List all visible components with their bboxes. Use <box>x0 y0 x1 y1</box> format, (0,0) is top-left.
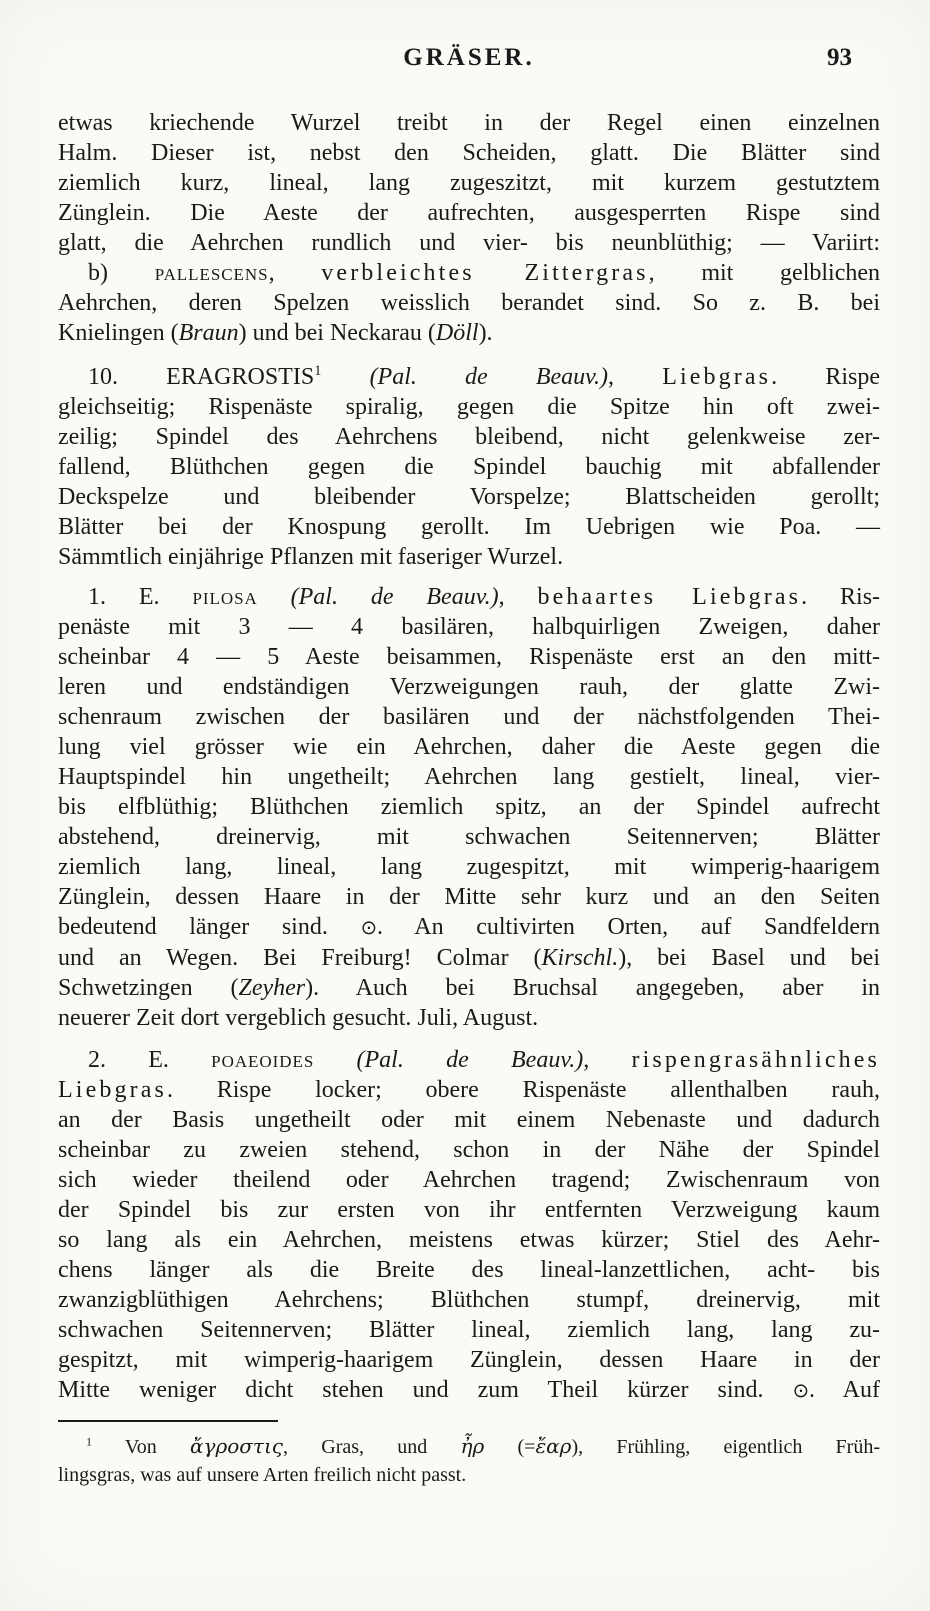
text-line <box>58 452 880 482</box>
text-segment: . Auf <box>808 1377 880 1403</box>
spaced-emphasis: behaartes Liebgras <box>537 584 802 610</box>
text-line <box>58 228 880 258</box>
text-segment: ) und bei Neckarau ( <box>238 320 436 346</box>
text-segment: Zünglein, dessen Haare in der Mitte sehr kurz und an den Seiten <box>58 884 880 910</box>
text-segment: Sämmtlich einjährige Pflanzen mit faseriger Wurzel. <box>58 544 564 570</box>
text-segment: zeilig; Spindel des Aehrchens bleibend, nicht gelenkweise zer- <box>58 424 880 450</box>
text-segment: Aehrchen, deren Spelzen weisslich berandet sind. So z. B. bei <box>58 290 880 316</box>
text-segment: Hauptspindel hin ungetheilt; Aehrchen lang gestielt, lineal, vier- <box>58 764 880 790</box>
text-line <box>58 1165 880 1195</box>
text-line <box>58 1375 880 1406</box>
text-line <box>58 732 880 762</box>
text-line <box>58 1135 880 1165</box>
text-segment: bis elfblüthig; Blüthchen ziemlich spitz, an der Spindel aufrecht <box>58 794 880 820</box>
text-line <box>58 258 880 288</box>
text-line <box>58 672 880 702</box>
text-segment: Mitte weniger dicht stehen und zum Theil kürzer sind. <box>58 1377 793 1403</box>
text-line <box>58 912 880 943</box>
italic-name: Zeyher <box>238 975 306 1001</box>
text-line <box>58 642 880 672</box>
greek-word: ἔαρ <box>535 1434 572 1458</box>
text-segment: an der Basis ungetheilt oder mit einem Nebenaste und dadurch <box>58 1107 880 1133</box>
text-segment: bedeutend länger sind. <box>58 914 361 940</box>
text-segment: so lang als ein Aehrchen, meistens etwas kürzer; Stiel des Aehr- <box>58 1227 880 1253</box>
text-segment: schwachen Seitennerven; Blätter lineal, ziemlich lang, lang zu- <box>58 1317 880 1343</box>
text-segment: 1. E. <box>88 584 193 610</box>
text-line <box>58 582 880 612</box>
text-segment: ), Frühling, eigentlich Früh- <box>571 1436 881 1458</box>
spaced-emphasis: rispengrasähnliches <box>631 1047 881 1073</box>
spaced-emphasis: verbleichtes Zittergras <box>321 260 649 286</box>
footnote-marker: 1 <box>86 1434 92 1449</box>
text-segment: Deckspelze und bleibender Vorspelze; Blattscheiden gerollt; <box>58 484 880 510</box>
text-segment: . Rispe locker; obere Rispenäste allenthalben rauh, <box>166 1077 880 1103</box>
text-line <box>58 422 880 452</box>
text-segment: etwas kriechende Wurzel treibt in der Regel einen einzelnen <box>58 110 880 136</box>
italic-name: (Pal. de Beauv.) <box>369 364 609 390</box>
spaced-emphasis: Liebgras <box>58 1077 167 1103</box>
italic-name: (Pal. de Beauv.) <box>356 1047 584 1073</box>
text-line <box>58 1003 880 1033</box>
text-segment: glatt, die Aehrchen rundlich und vier- bis neunblüthig; — Variirt: <box>58 230 880 256</box>
text-segment: (= <box>484 1436 536 1458</box>
text-segment: abstehend, dreinervig, mit schwachen Seitennerven; Blätter <box>58 824 880 850</box>
text-segment: b) <box>88 260 155 286</box>
text-line <box>58 198 880 228</box>
text-segment: , <box>608 364 663 390</box>
text-line <box>58 168 880 198</box>
text-segment: fallend, Blüthchen gegen die Spindel bauchig mit abfallender <box>58 454 880 480</box>
text-segment: . Ris- <box>801 584 881 610</box>
text-segment: Von <box>92 1436 190 1458</box>
text-segment: leren und endständigen Verzweigungen rauh, der glatte Zwi- <box>58 674 880 700</box>
text-segment: ). <box>478 320 493 346</box>
text-line <box>58 1345 880 1375</box>
text-line <box>58 1105 880 1135</box>
variant-b-pallescens <box>58 258 880 348</box>
text-line <box>58 1045 880 1075</box>
italic-name: Kirschl. <box>541 945 619 971</box>
text-segment: lung viel grösser wie ein Aehrchen, daher die Aeste gegen die <box>58 734 880 760</box>
text-line <box>58 702 880 732</box>
text-segment: gespitzt, mit wimperig-haarigem Zünglein, dessen Haare in der <box>58 1347 880 1373</box>
text-line <box>58 482 880 512</box>
text-segment: ziemlich kurz, lineal, lang zugeszitzt, mit kurzem gestutztem <box>58 170 880 196</box>
text-segment: chens länger als die Breite des lineal-lanzettlichen, acht- bis <box>58 1257 880 1283</box>
annual-plant-symbol: ⊙ <box>792 1379 809 1402</box>
page-header <box>58 44 880 78</box>
text-segment: und an Wegen. Bei Freiburg! Colmar ( <box>58 945 542 971</box>
text-segment: scheinbar zu zweien stehend, schon in der Nähe der Spindel <box>58 1137 880 1163</box>
annual-plant-symbol: ⊙ <box>360 916 377 939</box>
species-2-e-poaeoides <box>58 1045 880 1406</box>
text-segment <box>321 364 369 390</box>
text-line <box>58 822 880 852</box>
text-segment: Schwetzingen ( <box>58 975 239 1001</box>
text-line <box>58 882 880 912</box>
text-segment: , <box>583 1047 632 1073</box>
text-segment: Halm. Dieser ist, nebst den Scheiden, glatt. Die Blätter sind <box>58 140 880 166</box>
text-segment: . Rispe <box>771 364 880 390</box>
genus-10-eragrostis <box>58 362 880 572</box>
text-segment: , <box>498 584 538 610</box>
text-segment: ), bei Basel und bei <box>618 945 881 971</box>
text-segment: sich wieder theilend oder Aehrchen tragend; Zwischenraum von <box>58 1167 880 1193</box>
text-segment <box>258 584 291 610</box>
text-segment <box>314 1047 356 1073</box>
footnote-separator-rule <box>58 1420 278 1422</box>
text-line <box>58 973 880 1003</box>
text-segment: Zünglein. Die Aeste der aufrechten, ausgesperrten Rispe sind <box>58 200 880 226</box>
spaced-emphasis: Liebgras <box>662 364 772 390</box>
text-line <box>58 362 880 392</box>
text-line <box>58 318 880 348</box>
text-segment: 10. ERAGROSTIS <box>88 364 315 390</box>
page-body-text <box>58 108 880 1406</box>
text-segment: penäste mit 3 — 4 basilären, halbquirligen Zweigen, daher <box>58 614 880 640</box>
text-line <box>58 1432 880 1461</box>
page-number: 93 <box>827 44 852 71</box>
text-line <box>58 762 880 792</box>
italic-name: Braun <box>178 320 239 346</box>
footnote <box>58 1432 880 1489</box>
intro-continuation <box>58 108 880 258</box>
text-segment: 2. E. <box>88 1047 212 1073</box>
text-line <box>58 1225 880 1255</box>
italic-name: Döll <box>435 320 479 346</box>
text-line <box>58 108 880 138</box>
text-line <box>58 512 880 542</box>
text-segment: Blätter bei der Knospung gerollt. Im Uebrigen wie Poa. — <box>58 514 880 540</box>
text-segment: gleichseitig; Rispenäste spiralig, gegen die Spitze hin oft zwei- <box>58 394 880 420</box>
small-caps-taxon: pallescens <box>154 260 269 286</box>
text-line <box>58 1195 880 1225</box>
text-line <box>58 1075 880 1105</box>
text-segment: lingsgras, was auf unsere Arten freilich nicht passt. <box>58 1464 467 1486</box>
text-line <box>58 792 880 822</box>
text-line <box>58 612 880 642</box>
greek-word: ἄγροστις <box>189 1434 284 1458</box>
text-segment: zwanzigblüthigen Aehrchens; Blüthchen stumpf, dreinervig, mit <box>58 1287 880 1313</box>
greek-word: ἦρ <box>460 1434 485 1458</box>
text-segment: scheinbar 4 — 5 Aeste beisammen, Rispenäste erst an den mitt- <box>58 644 880 670</box>
text-segment: schenraum zwischen der basilären und der nächstfolgenden Thei- <box>58 704 880 730</box>
text-line <box>58 392 880 422</box>
text-line <box>58 1315 880 1345</box>
footnote-marker: 1 <box>314 363 322 379</box>
text-line <box>58 288 880 318</box>
text-line <box>58 943 880 973</box>
text-line <box>58 138 880 168</box>
text-segment: neuerer Zeit dort vergeblich gesucht. Juli, August. <box>58 1005 539 1031</box>
text-line <box>58 1255 880 1285</box>
text-line <box>58 542 880 572</box>
small-caps-taxon: pilosa <box>192 584 258 610</box>
species-1-e-pilosa <box>58 582 880 1033</box>
text-segment: der Spindel bis zur ersten von ihr entfernten Verzweigung kaum <box>58 1197 880 1223</box>
text-line <box>58 1461 880 1489</box>
text-segment: , Gras, und <box>283 1436 461 1458</box>
text-segment: , <box>268 260 322 286</box>
italic-name: (Pal. de Beauv.) <box>290 584 499 610</box>
text-line <box>58 852 880 882</box>
text-segment: , mit gelblichen <box>648 260 881 286</box>
small-caps-taxon: poaeoides <box>211 1047 315 1073</box>
text-segment: ziemlich lang, lineal, lang zugespitzt, mit wimperig-haarigem <box>58 854 880 880</box>
text-segment: . An cultivirten Orten, auf Sandfeldern <box>376 914 880 940</box>
text-line <box>58 1285 880 1315</box>
text-segment: Knielingen ( <box>58 320 179 346</box>
text-segment: ). Auch bei Bruchsal angegeben, aber in <box>305 975 881 1001</box>
running-title: GRÄSER. <box>403 44 535 71</box>
